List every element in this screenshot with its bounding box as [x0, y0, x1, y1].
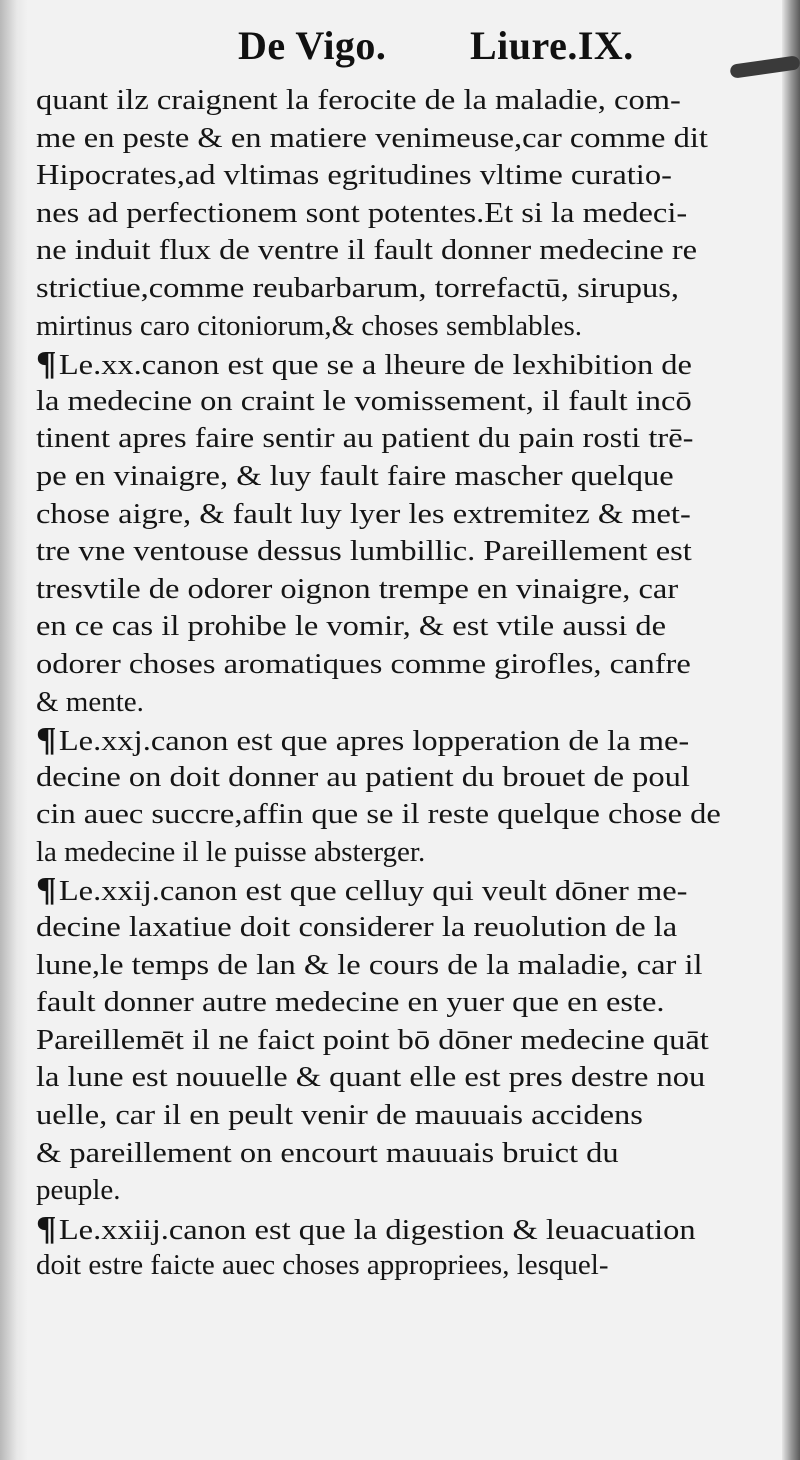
text-line: [36, 947, 736, 985]
line-text: mirtinus caro citoniorum,& choses semblables.: [36, 309, 583, 342]
text-line: [36, 721, 736, 759]
text-line: [36, 1172, 736, 1210]
text-line: [36, 1097, 736, 1135]
line-text: quant ilz craignent la ferocite de la maladie, com-: [36, 84, 681, 116]
line-text: lune,le temps de lan & le cours de la maladie, car il: [36, 948, 703, 981]
pilcrow-mark: ¶: [36, 1209, 57, 1247]
line-text: tresvtile de odorer oignon trempe en vinaigre, car: [36, 572, 679, 605]
line-text: me en peste & en matiere venimeuse,car comme dit: [36, 121, 708, 154]
line-text: decine on doit donner au patient du brouet de poul: [36, 760, 690, 793]
line-text: fault donner autre medecine en yuer que en este.: [36, 986, 665, 1019]
text-line: [36, 420, 736, 458]
line-text: Pareillemēt il ne faict point bō dōner medecine quāt: [36, 1023, 709, 1056]
running-header: [0, 22, 800, 72]
line-text: peuple.: [36, 1174, 121, 1207]
pilcrow-mark: ¶: [36, 721, 57, 759]
pilcrow-mark: ¶: [36, 871, 57, 909]
text-line: [36, 871, 736, 909]
line-text: uelle, car il en peult venir de mauuais accidens: [36, 1099, 643, 1132]
text-line: [36, 383, 736, 421]
text-line: [36, 646, 736, 684]
text-line: [36, 1022, 736, 1060]
text-line: [36, 533, 736, 571]
line-text: la lune est nouuelle & quant elle est pres destre nou: [36, 1061, 706, 1094]
text-line: [36, 120, 736, 158]
line-text: Le.xx.canon est que se a lheure de lexhibition de: [58, 349, 692, 382]
text-line: [36, 458, 736, 496]
text-line: [36, 308, 736, 346]
text-line: [36, 984, 736, 1022]
page-gutter-shadow: [0, 0, 28, 1460]
text-line: [36, 759, 736, 797]
line-text: decine laxatiue doit considerer la reuolution de la: [36, 911, 678, 944]
text-line: [36, 909, 736, 947]
line-text: odorer choses aromatiques comme girofles, canfre: [36, 647, 691, 680]
text-line: [36, 796, 736, 834]
line-text: & pareillement on encourt mauuais bruict du: [36, 1136, 619, 1169]
line-text: cin auec succre,affin que se il reste quelque chose de: [36, 798, 721, 831]
line-text: en ce cas il prohibe le vomir, & est vtile aussi de: [36, 610, 667, 643]
text-line: [36, 345, 736, 383]
text-line: [36, 1059, 736, 1097]
page-edge-shadow: [782, 0, 800, 1460]
line-text: la medecine on craint le vomissement, il fault incō: [36, 384, 692, 417]
line-text: & mente.: [36, 685, 144, 718]
line-text: Hipocrates,ad vltimas egritudines vltime curatio-: [36, 159, 672, 192]
line-text: Le.xxj.canon est que apres lopperation de la me-: [58, 725, 690, 758]
line-text: Le.xxij.canon est que celluy qui veult dōner me-: [58, 875, 688, 908]
line-text: tre vne ventouse dessus lumbillic. Pareillement est: [36, 535, 692, 568]
text-line: [36, 232, 736, 270]
line-text: nes ad perfectionem sont potentes.Et si la medeci-: [36, 196, 688, 229]
text-line: [36, 1210, 736, 1248]
line-text: ne induit flux de ventre il fault donner medecine re: [36, 234, 698, 267]
line-text: strictiue,comme reubarbarum, torrefactū, sirupus,: [36, 271, 680, 304]
text-line: [36, 684, 736, 722]
pilcrow-mark: ¶: [36, 345, 57, 383]
line-text: Le.xxiij.canon est que la digestion & leuacuation: [58, 1213, 696, 1246]
header-book: Liure.IX.: [470, 23, 634, 68]
header-author: De Vigo.: [238, 23, 387, 68]
text-line: [36, 157, 736, 195]
text-line: [36, 1247, 736, 1285]
text-line: [36, 1135, 736, 1173]
line-text: chose aigre, & fault luy lyer les extremitez & met-: [36, 497, 691, 530]
text-line: [36, 496, 736, 534]
text-line: [36, 270, 736, 308]
line-text: doit estre faicte auec choses appropriees, lesquel-: [36, 1249, 609, 1282]
text-line: [36, 82, 736, 120]
line-text: tinent apres faire sentir au patient du pain rosti trē-: [36, 422, 694, 455]
page-body-text: [36, 82, 736, 1285]
text-line: [36, 571, 736, 609]
line-text: la medecine il le puisse absterger.: [36, 835, 426, 868]
text-line: [36, 195, 736, 233]
text-line: [36, 834, 736, 872]
line-text: pe en vinaigre, & luy fault faire mascher quelque: [36, 459, 674, 492]
text-line: [36, 608, 736, 646]
